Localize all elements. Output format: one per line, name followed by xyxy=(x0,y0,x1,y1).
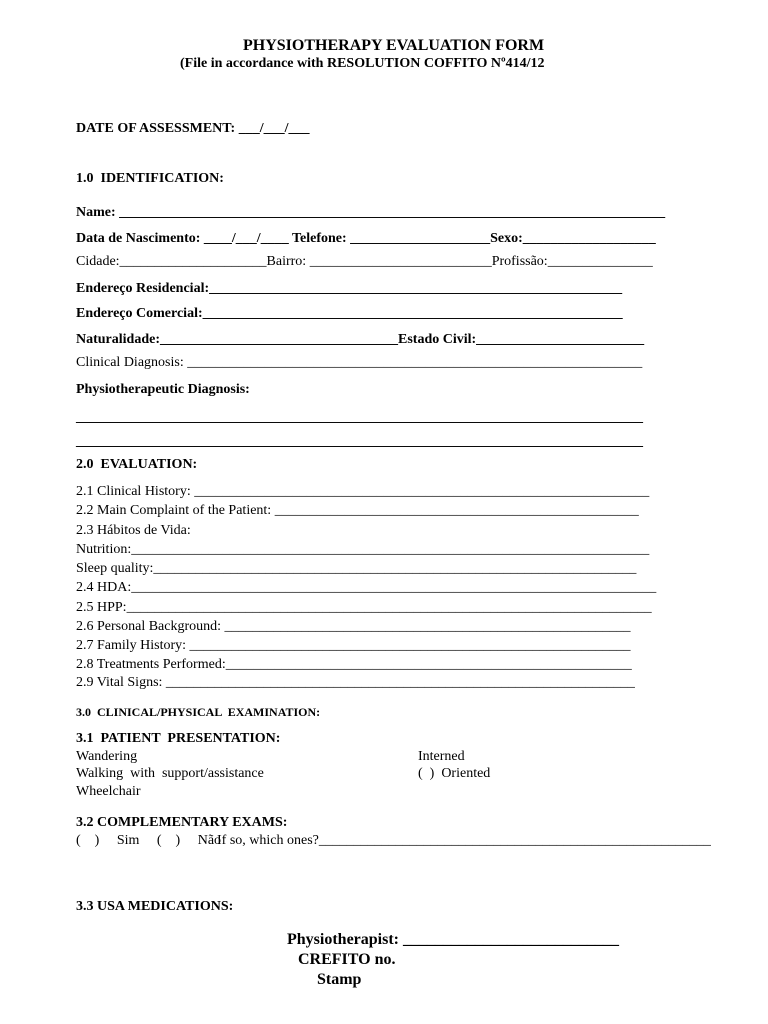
identification-heading: 1.0 IDENTIFICATION: xyxy=(76,171,224,186)
vital-signs-field: 2.9 Vital Signs: ___________________________________________________________________ xyxy=(76,675,635,690)
commercial-address-field: Endereço Comercial:____________________________________________________________ xyxy=(76,306,623,321)
option-wheelchair: Wheelchair xyxy=(76,784,141,799)
main-complaint-field: 2.2 Main Complaint of the Patient: ____________________________________________________ xyxy=(76,503,639,518)
hpp-field: 2.5 HPP:___________________________________________________________________________ xyxy=(76,600,652,615)
form-title: PHYSIOTHERAPY EVALUATION FORM xyxy=(243,37,545,54)
city-district-profession-field: Cidade:_____________________Bairro: __________________________Profissão:_______________ xyxy=(76,254,653,269)
option-interned: Interned xyxy=(418,749,465,764)
birth-phone-sex-field: Data de Nascimento: ____/___/____ Telefone: ____________________Sexo:___________________ xyxy=(76,231,656,246)
assessment-date: DATE OF ASSESSMENT: ___/___/___ xyxy=(76,121,310,136)
evaluation-heading: 2.0 EVALUATION: xyxy=(76,457,198,472)
family-history-field: 2.7 Family History: _______________________________________________________________ xyxy=(76,638,631,653)
option-wandering: Wandering xyxy=(76,749,138,764)
physio-diagnosis-line-2: _________________________________________________________________________________ xyxy=(76,434,643,449)
patient-presentation-heading: 3.1 PATIENT PRESENTATION: xyxy=(76,731,281,746)
treatments-performed-field: 2.8 Treatments Performed:__________________________________________________________ xyxy=(76,657,632,672)
residential-address-field: Endereço Residencial:___________________________________________________________ xyxy=(76,281,623,296)
name-field: Name: ______________________________________________________________________________ xyxy=(76,205,666,220)
personal-background-field: 2.6 Personal Background: __________________________________________________________ xyxy=(76,619,631,634)
life-habits-label: 2.3 Hábitos de Vida: xyxy=(76,523,191,538)
physio-diagnosis-label: Physiotherapeutic Diagnosis: xyxy=(76,382,250,397)
crefito-number: CREFITO no. xyxy=(298,951,396,968)
physio-diagnosis-line-1: _________________________________________________________________________________ xyxy=(76,410,643,425)
exam-heading: 3.0 CLINICAL/PHYSICAL EXAMINATION: xyxy=(76,705,321,719)
form-subtitle: (File in accordance with RESOLUTION COFFITO Nº414/12 xyxy=(180,56,545,71)
clinical-history-field: 2.1 Clinical History: _________________________________________________________________ xyxy=(76,484,650,499)
physiotherapist-signature: Physiotherapist: ___________________________ xyxy=(287,931,619,948)
complementary-exams-heading: 3.2 COMPLEMENTARY EXAMS: xyxy=(76,815,288,830)
complementary-exams-followup: If so, which ones?________________________________________________________ xyxy=(217,833,711,848)
option-walking-support: Walking with support/assistance xyxy=(76,766,264,781)
clinical-diagnosis-field: Clinical Diagnosis: _________________________________________________________________ xyxy=(76,355,643,370)
complementary-exams-choices: ( ) Sim ( ) Não xyxy=(76,833,222,848)
option-oriented: ( ) Oriented xyxy=(418,766,491,781)
nutrition-field: Nutrition:__________________________________________________________________________ xyxy=(76,542,650,557)
sleep-quality-field: Sleep quality:_____________________________________________________________________ xyxy=(76,561,637,576)
hda-field: 2.4 HDA:___________________________________________________________________________ xyxy=(76,580,657,595)
medications-heading: 3.3 USA MEDICATIONS: xyxy=(76,899,234,914)
stamp-label: Stamp xyxy=(317,971,362,988)
naturalidade-civil-status-field: Naturalidade:__________________________________Estado Civil:________________________ xyxy=(76,332,645,347)
